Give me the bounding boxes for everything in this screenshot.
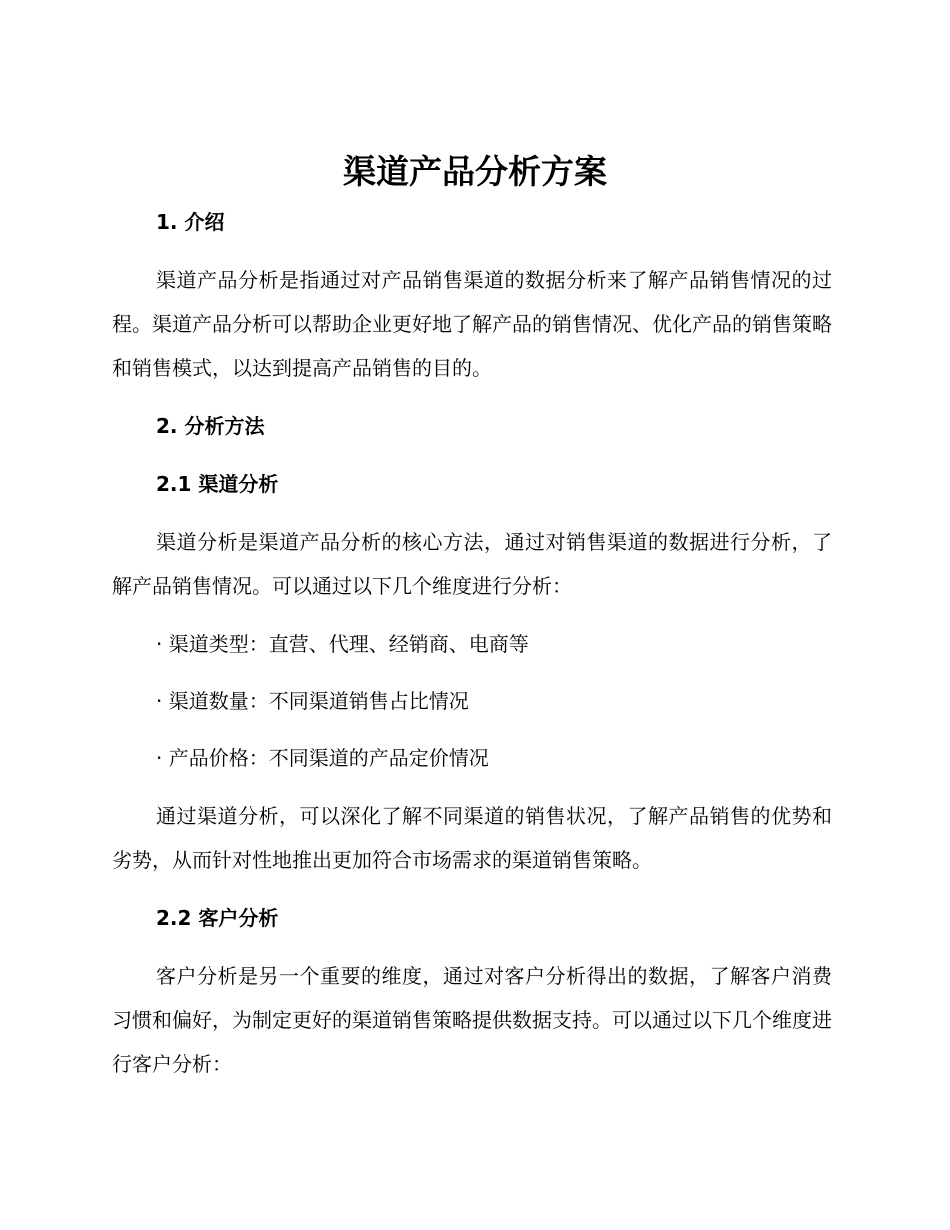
paragraph-introduction: 渠道产品分析是指通过对产品销售渠道的数据分析来了解产品销售情况的过程。渠道产品分析可以帮助企业更好地了解产品的销售情况、优化产品的销售策略和销售模式，以达到提高产品销售的目的。 xyxy=(112,268,832,380)
subsection-heading-customer-analysis: 2.2 客户分析 xyxy=(156,906,279,930)
bullet-item-product-price: · 产品价格：不同渠道的产品定价情况 xyxy=(156,746,489,770)
section-heading-introduction: 1. 介绍 xyxy=(156,210,225,234)
section-heading-analysis-methods: 2. 分析方法 xyxy=(156,414,265,438)
paragraph-channel-analysis-conclusion: 通过渠道分析，可以深化了解不同渠道的销售状况，了解产品销售的优势和劣势，从而针对性地推出更加符合市场需求的渠道销售策略。 xyxy=(112,804,832,872)
paragraph-customer-analysis: 客户分析是另一个重要的维度，通过对客户分析得出的数据，了解客户消费习惯和偏好，为制定更好的渠道销售策略提供数据支持。可以通过以下几个维度进行客户分析： xyxy=(112,964,832,1076)
bullet-item-channel-count: · 渠道数量：不同渠道销售占比情况 xyxy=(156,689,469,713)
subsection-heading-channel-analysis: 2.1 渠道分析 xyxy=(156,472,279,496)
paragraph-channel-analysis: 渠道分析是渠道产品分析的核心方法，通过对销售渠道的数据进行分析，了解产品销售情况。可以通过以下几个维度进行分析： xyxy=(112,530,832,598)
document-title: 渠道产品分析方案 xyxy=(343,152,607,191)
bullet-item-channel-type: · 渠道类型：直营、代理、经销商、电商等 xyxy=(156,632,529,656)
